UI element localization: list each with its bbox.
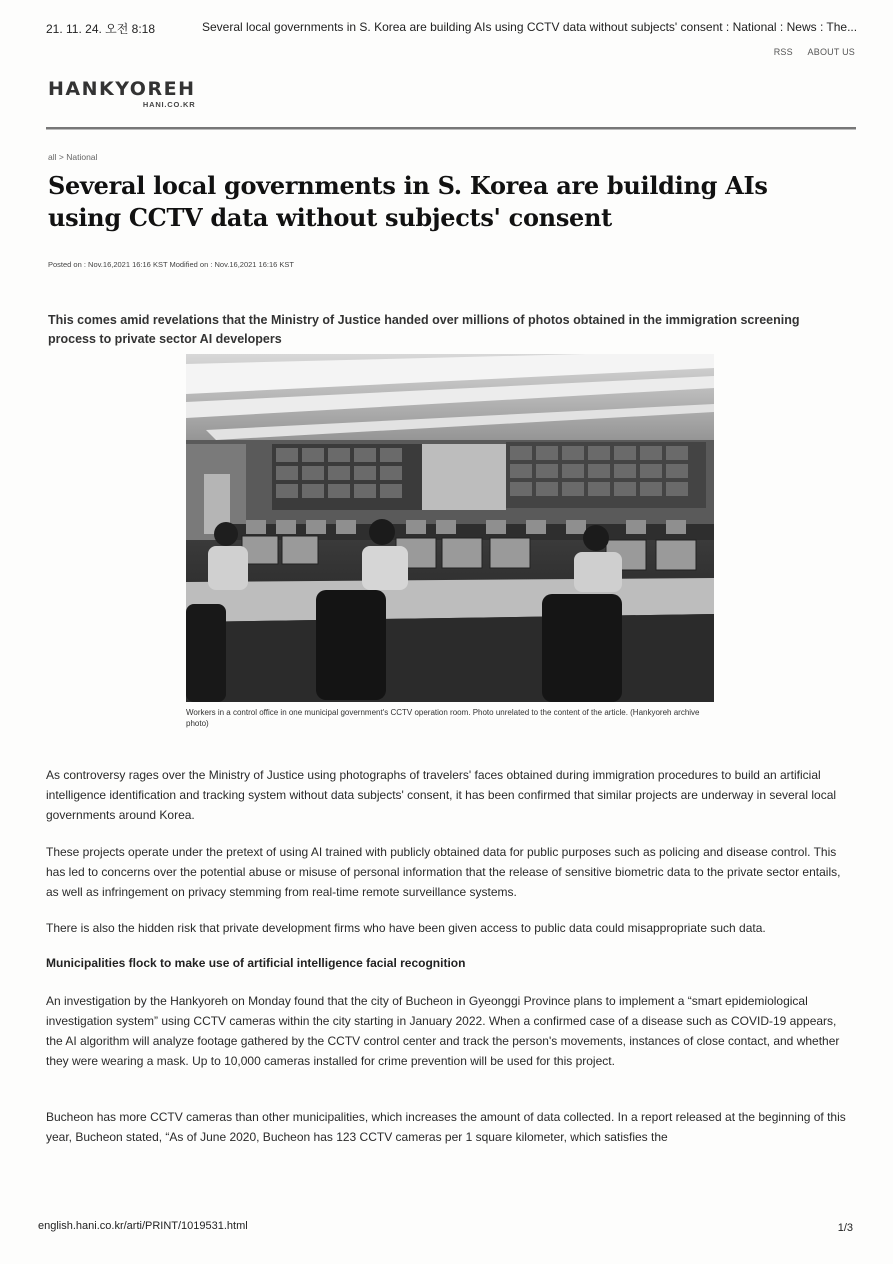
article-paragraph: An investigation by the Hankyoreh on Monday found that the city of Bucheon in Gyeonggi Province plans to implement a “smart epidemiological investigation system” using CCTV cameras within the city starting in January 2022. When a confirmed case of a disease such as COVID-19 appears, the AI algorithm will analyze footage gathered by the CCTV control center and track the person's movements, instances of close contact, and whether they were wearing a mask. Up to 10,000 cameras installed for crime prevention will be used for this project. xyxy=(46,994,840,1068)
logo-wordmark: HANKYOREH xyxy=(48,78,196,100)
header-divider xyxy=(46,127,856,130)
article-paragraph: These projects operate under the pretext of using AI trained with publicly obtained data for public purposes such as policing and disease control. This has led to concerns over the potential abuse or misuse of personal information that the release of sensitive biometric data to the private sector entails, as well as infringement on privacy stemming from real-time remote surveillance systems. xyxy=(46,845,841,899)
top-links xyxy=(762,47,855,57)
print-date: 21. 11. 24. 오전 8:18 xyxy=(46,22,156,36)
about-us-link[interactable]: ABOUT US xyxy=(807,47,855,57)
article-headline: Several local governments in S. Korea are building AIs using CCTV data without subjects' consent xyxy=(48,171,768,232)
article-lead: This comes amid revelations that the Ministry of Justice handed over millions of photos obtained in the immigration screening process to private sector AI developers xyxy=(48,313,800,346)
breadcrumb-separator: > xyxy=(58,152,64,162)
breadcrumb-all[interactable]: all xyxy=(48,152,57,162)
print-url: english.hani.co.kr/arti/PRINT/1019531.html xyxy=(38,1220,248,1232)
rss-link[interactable]: RSS xyxy=(773,47,793,57)
logo-domain: HANI.CO.KR xyxy=(142,100,196,109)
photo-caption: Workers in a control office in one municipal government's CCTV operation room. Photo unrelated to the content of the article. (Hankyoreh archive photo) xyxy=(186,708,700,728)
article-dates: Posted on : Nov.16,2021 16:16 KST Modified on : Nov.16,2021 16:16 KST xyxy=(48,260,294,269)
site-logo[interactable] xyxy=(48,80,195,109)
article-paragraph: As controversy rages over the Ministry of Justice using photographs of travelers' faces obtained during immigration procedures to build an artificial intelligence identification and tracking system without data subjects' consent, it has been confirmed that similar projects are underway in several local governments around Korea. xyxy=(46,768,837,822)
article-paragraph: There is also the hidden risk that private development firms who have been given access to public data could misappropriate such data. xyxy=(46,921,766,935)
breadcrumb-national[interactable]: National xyxy=(66,152,98,162)
article-subheading: Municipalities flock to make use of artificial intelligence facial recognition xyxy=(46,956,466,970)
breadcrumb xyxy=(48,152,97,162)
article-paragraph: Bucheon has more CCTV cameras than other municipalities, which increases the amount of data collected. In a report released at the beginning of this year, Bucheon stated, “As of June 2020, Bucheon has 123 CCTV cameras per 1 square kilometer, which satisfies the xyxy=(46,1110,846,1144)
print-page-title: Several local governments in S. Korea are building AIs using CCTV data without subjects' consent : National : News : The... xyxy=(202,20,858,34)
article-photo xyxy=(186,354,714,702)
page-number: 1/3 xyxy=(837,1222,853,1234)
